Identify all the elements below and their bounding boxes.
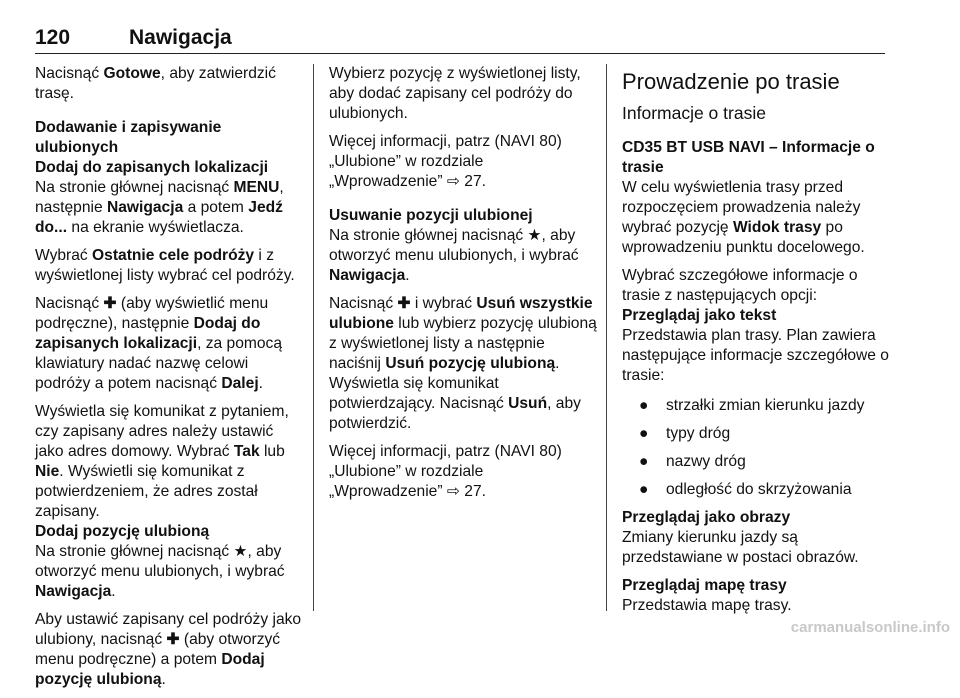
plus-icon: ✚ bbox=[103, 295, 117, 312]
heading-view-map: Przeglądaj mapę trasy bbox=[622, 577, 787, 594]
paragraph: Wyświetla się komunikat z pytaniem, czy zapisany adres należy ustawić jako adres domowy. Wybrać Tak lub Nie. Wyświetli się komunikat z potwierdzeniem, że adres został zapisany. bbox=[35, 403, 289, 520]
paragraph: Aby ustawić zapisany cel podróży jako ulubiony, nacisnąć ✚ (aby otworzyć menu podręczne) a potem Dodaj pozycję ulubioną. bbox=[35, 611, 302, 688]
heading-add-favorites: Dodawanie i zapisywanie ulubionych bbox=[35, 119, 222, 156]
star-icon: ★ bbox=[527, 227, 542, 244]
heading-view-text: Przeglądaj jako tekst bbox=[622, 307, 777, 324]
paragraph: Więcej informacji, patrz (NAVI 80) „Ulubione” w rozdziale „Wprowadzenie” ⇨ 27. bbox=[329, 443, 562, 500]
paragraph: Przedstawia mapę trasy. bbox=[622, 597, 792, 614]
paragraph: Na stronie głównej nacisnąć ★, aby otworzyć menu ulubionych, i wybrać Nawigacja. bbox=[35, 543, 285, 600]
paragraph: W celu wyświetlenia trasy przed rozpoczęciem prowadzenia należy wybrać pozycję Widok trasy po wprowadzeniu punktu docelowego. bbox=[622, 179, 865, 256]
bullet-icon: ● bbox=[639, 481, 649, 498]
paragraph: Na stronie głównej nacisnąć MENU, następnie Nawigacja a potem Jedź do... na ekranie wyświetlacza. bbox=[35, 179, 284, 236]
page-ref-icon: ⇨ bbox=[446, 483, 460, 500]
paragraph: Więcej informacji, patrz (NAVI 80) „Ulubione” w rozdziale „Wprowadzenie” ⇨ 27. bbox=[329, 133, 562, 190]
bullet-icon: ● bbox=[639, 453, 649, 470]
paragraph: Zmiany kierunku jazdy są przedstawiane w postaci obrazów. bbox=[622, 529, 859, 566]
page-header bbox=[35, 26, 885, 54]
paragraph: Na stronie głównej nacisnąć ★, aby otworzyć menu ulubionych, i wybrać Nawigacja. bbox=[329, 227, 579, 284]
page-ref-icon: ⇨ bbox=[446, 173, 460, 190]
paragraph: Nacisnąć ✚ i wybrać Usuń wszystkie ulubione lub wybierz pozycję ulubioną z wyświetlonej listy a następnie naciśnij Usuń pozycję ulubioną. Wyświetla się komunikat potwierdzający. Nacisnąć Usuń, aby potwierdzić. bbox=[329, 295, 597, 432]
column-1 bbox=[35, 64, 303, 698]
column-3 bbox=[622, 64, 890, 624]
plus-icon: ✚ bbox=[166, 631, 180, 648]
bullet-item: ● strzałki zmian kierunku jazdy bbox=[639, 397, 865, 414]
header-rule bbox=[35, 53, 885, 54]
bullet-item: ● nazwy dróg bbox=[639, 453, 746, 470]
heading-route-info: Informacje o trasie bbox=[622, 103, 766, 123]
heading-remove-favorite: Usuwanie pozycji ulubionej bbox=[329, 207, 533, 224]
column-divider-2 bbox=[606, 64, 607, 611]
heading-save-location: Dodaj do zapisanych lokalizacji bbox=[35, 159, 269, 176]
section-title: Nawigacja bbox=[129, 26, 232, 49]
paragraph: Nacisnąć Gotowe, aby zatwierdzić trasę. bbox=[35, 65, 276, 102]
bullet-item: ● odległość do skrzyżowania bbox=[639, 481, 852, 498]
page-number: 120 bbox=[35, 26, 71, 49]
plus-icon: ✚ bbox=[397, 295, 411, 312]
paragraph: Nacisnąć ✚ (aby wyświetlić menu podręczne), następnie Dodaj do zapisanych lokalizacji, za pomocą klawiatury nadać nazwę celowi podróży a potem nacisnąć Dalej. bbox=[35, 295, 283, 392]
bullet-icon: ● bbox=[639, 397, 649, 414]
column-2 bbox=[329, 64, 597, 510]
column-divider-1 bbox=[313, 64, 314, 611]
heading-cd35-route-info: CD35 BT USB NAVI – Informacje o trasie bbox=[622, 139, 875, 176]
paragraph: Wybrać szczegółowe informacje o trasie z następujących opcji: bbox=[622, 267, 858, 304]
paragraph: Przedstawia plan trasy. Plan zawiera następujące informacje szczegółowe o trasie: bbox=[622, 327, 889, 384]
heading-route-guidance: Prowadzenie po trasie bbox=[622, 69, 840, 94]
heading-view-images: Przeglądaj jako obrazy bbox=[622, 509, 791, 526]
bullet-item: ● typy dróg bbox=[639, 425, 731, 442]
paragraph: Wybierz pozycję z wyświetlonej listy, aby dodać zapisany cel podróży do ulubionych. bbox=[329, 65, 581, 122]
star-icon: ★ bbox=[233, 543, 248, 560]
watermark: carmanualsonline.info bbox=[790, 619, 950, 636]
bullet-icon: ● bbox=[639, 425, 649, 442]
heading-add-favorite: Dodaj pozycję ulubioną bbox=[35, 523, 210, 540]
paragraph: Wybrać Ostatnie cele podróży i z wyświetlonej listy wybrać cel podróży. bbox=[35, 247, 295, 284]
